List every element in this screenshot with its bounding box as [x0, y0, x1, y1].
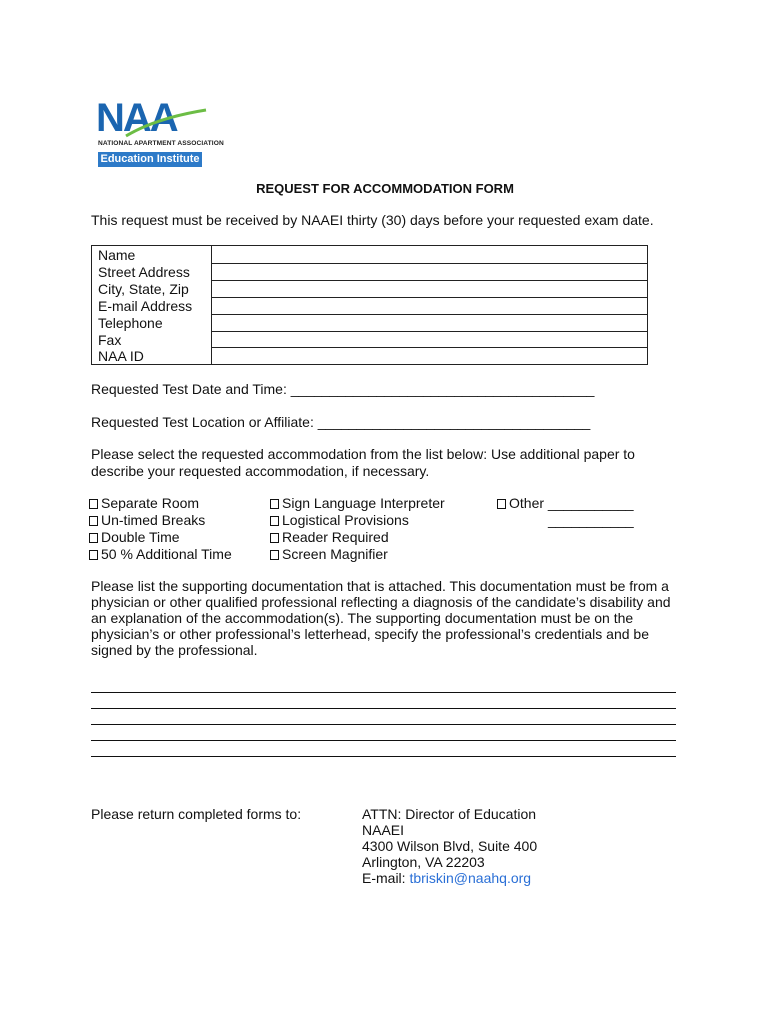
documentation-instructions: Please list the supporting documentation that is attached. This documentation must be from a physician or other qualified professional reflecting a diagnosis of the candidate’s disability and an explanation of the accommodation(s). The supporting documentation must be on the physician’s or other professional’s letterhead, specify the professional’s credentials and be signed by the professional. — [91, 578, 671, 658]
field-label-name: Name — [98, 247, 136, 263]
form-title: REQUEST FOR ACCOMMODATION FORM — [256, 181, 514, 196]
logo-institute-badge: Education Institute — [98, 152, 202, 167]
field-input-city[interactable] — [211, 297, 647, 298]
other-blank-line-2[interactable]: ___________ — [548, 512, 634, 528]
field-input-street[interactable] — [211, 280, 647, 281]
address-street: 4300 Wilson Blvd, Suite 400 — [362, 838, 538, 854]
address-org: NAAEI — [362, 822, 405, 838]
checkbox[interactable] — [89, 533, 98, 543]
logo-letters: NAA — [96, 96, 177, 140]
option-label: Un-timed Breaks — [101, 512, 206, 528]
documentation-line[interactable] — [91, 756, 676, 757]
checkbox[interactable] — [497, 499, 506, 509]
other-blank-line[interactable]: ___________ — [547, 495, 634, 511]
field-label-fax: Fax — [98, 332, 122, 348]
option-label: Logistical Provisions — [282, 512, 409, 528]
checkbox[interactable] — [270, 516, 279, 526]
test-location-field[interactable]: Requested Test Location or Affiliate: ___________________________________ — [91, 414, 591, 430]
documentation-line[interactable] — [91, 740, 676, 741]
option-label: 50 % Additional Time — [101, 546, 232, 562]
field-input-fax[interactable] — [211, 347, 647, 348]
field-label-city: City, State, Zip — [98, 281, 189, 297]
field-input-name[interactable] — [211, 263, 647, 264]
option-reader[interactable] — [270, 529, 389, 546]
field-label-email: E-mail Address — [98, 298, 193, 314]
option-sign-language[interactable] — [270, 495, 445, 512]
naa-logo — [96, 96, 224, 176]
address-attn: ATTN: Director of Education — [362, 806, 537, 822]
option-label: Double Time — [101, 529, 180, 545]
documentation-line[interactable] — [91, 692, 676, 693]
option-separate-room[interactable] — [89, 495, 199, 512]
logo-swoosh-icon — [96, 96, 208, 146]
field-input-email[interactable] — [211, 314, 647, 315]
option-label: Separate Room — [101, 495, 200, 511]
email-label: E-mail: — [362, 870, 410, 886]
contact-labels-column — [92, 246, 212, 364]
checkbox[interactable] — [89, 550, 98, 560]
option-label: Screen Magnifier — [282, 546, 388, 562]
field-input-telephone[interactable] — [211, 331, 647, 332]
documentation-line[interactable] — [91, 724, 676, 725]
return-address — [362, 806, 537, 886]
option-logistical[interactable] — [270, 512, 409, 529]
checkbox[interactable] — [89, 516, 98, 526]
test-date-field[interactable]: Requested Test Date and Time: _______________________________________ — [91, 381, 595, 397]
contact-info-table — [91, 245, 648, 365]
field-label-naa-id: NAA ID — [98, 348, 144, 364]
field-label-street: Street Address — [98, 264, 190, 280]
select-instructions: Please select the requested accommodation from the list below: Use additional paper to describe your requested accommodation, if necessary. — [91, 446, 635, 479]
address-city: Arlington, VA 22203 — [362, 854, 485, 870]
field-label-telephone: Telephone — [98, 315, 163, 331]
option-label: Other — [509, 495, 545, 511]
intro-text: This request must be received by NAAEI thirty (30) days before your requested exam date. — [91, 212, 654, 228]
option-label: Sign Language Interpreter — [282, 495, 445, 511]
email-link[interactable]: tbriskin@naahq.org — [409, 870, 532, 886]
checkbox[interactable] — [270, 550, 279, 560]
documentation-line[interactable] — [91, 708, 676, 709]
option-untimed-breaks[interactable] — [89, 512, 205, 529]
option-other[interactable] — [497, 495, 634, 512]
logo-association-text: NATIONAL APARTMENT ASSOCIATION — [98, 140, 224, 147]
option-label: Reader Required — [282, 529, 389, 545]
return-label: Please return completed forms to: — [91, 806, 302, 822]
checkbox[interactable] — [270, 499, 279, 509]
option-additional-time[interactable] — [89, 546, 232, 563]
checkbox[interactable] — [270, 533, 279, 543]
address-email-line — [362, 870, 537, 886]
option-double-time[interactable] — [89, 529, 180, 546]
checkbox[interactable] — [89, 499, 98, 509]
option-screen-magnifier[interactable] — [270, 546, 388, 563]
